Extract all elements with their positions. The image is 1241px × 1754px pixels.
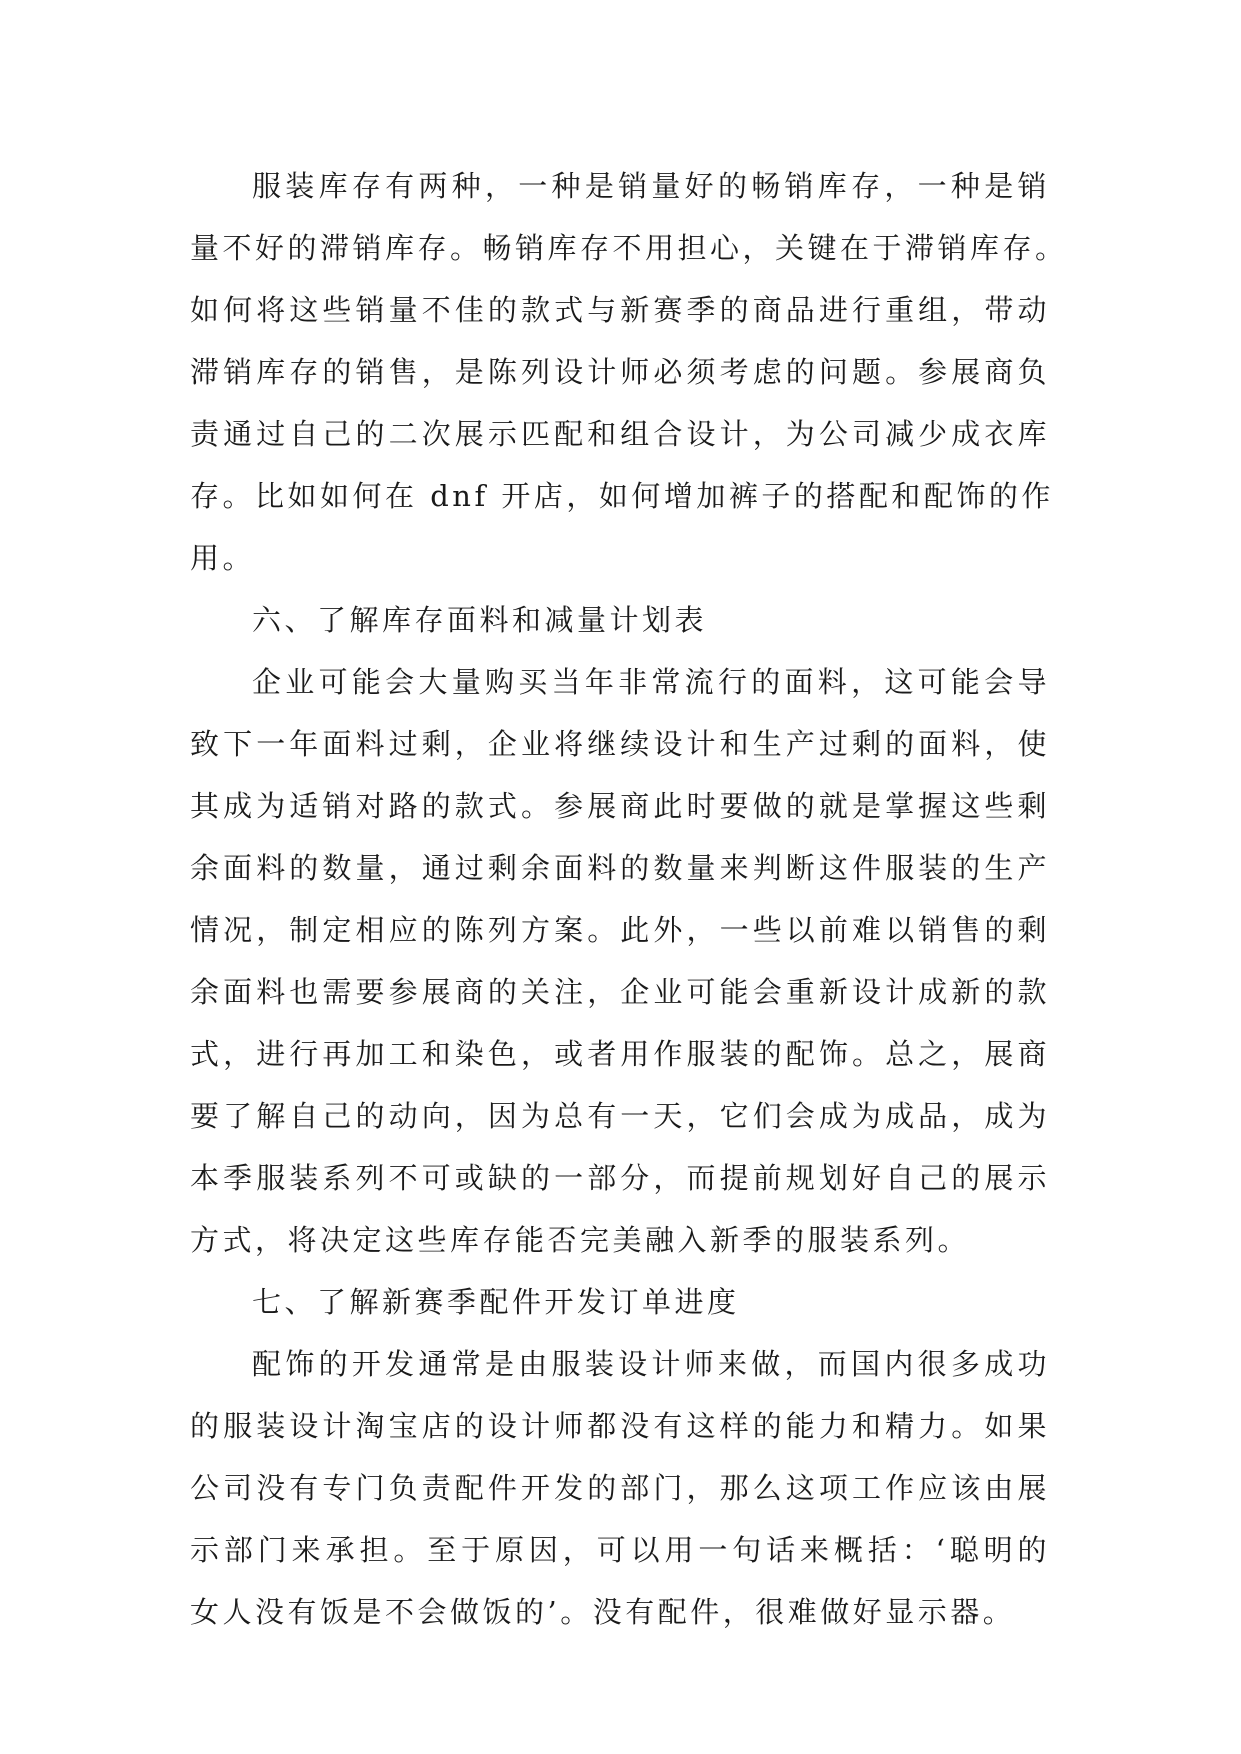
paragraph-fabric-inventory [190,651,1050,1271]
text-line: 式，进行再加工和染色，或者用作服装的配饰。总之，展商 [190,1037,1050,1071]
text-line: 情况，制定相应的陈列方案。此外，一些以前难以销售的剩 [190,913,1050,947]
text-line: 方式，将决定这些库存能否完美融入新季的服装系列。 [190,1223,971,1257]
text-line: 配饰的开发通常是由服装设计师来做，而国内很多成功 [252,1347,1050,1381]
text-line: 致下一年面料过剩，企业将继续设计和生产过剩的面料，使 [190,727,1050,761]
text-line: 公司没有专门负责配件开发的部门，那么这项工作应该由展 [190,1471,1050,1505]
text-line: 存。比如如何在 dnf 开店，如何增加裤子的搭配和配饰的作 [190,479,1054,513]
text-line: 女人没有饭是不会做饭的’。没有配件，很难做好显示器。 [190,1595,1016,1629]
text-line: 的服装设计淘宝店的设计师都没有这样的能力和精力。如果 [190,1409,1050,1443]
text-line: 责通过自己的二次展示匹配和组合设计，为公司减少成衣库 [190,417,1050,451]
text-line: 企业可能会大量购买当年非常流行的面料，这可能会导 [252,665,1050,699]
text-line: 要了解自己的动向，因为总有一天，它们会成为成品，成为 [190,1099,1050,1133]
paragraph-inventory-types [190,155,1068,589]
section-heading-7: 七、了解新赛季配件开发订单进度 [252,1285,740,1319]
text-line: 用。 [190,541,256,575]
text-line: 余面料也需要参展商的关注，企业可能会重新设计成新的款 [190,975,1050,1009]
text-line: 示部门来承担。至于原因，可以用一句话来概括：‘聪明的 [190,1533,1050,1567]
text-line: 余面料的数量，通过剩余面料的数量来判断这件服装的生产 [190,851,1050,885]
document-body [190,155,1068,1643]
text-line: 本季服装系列不可或缺的一部分，而提前规划好自己的展示 [190,1161,1050,1195]
text-line: 量不好的滞销库存。畅销库存不用担心，关键在于滞销库存。 [190,231,1068,265]
text-line: 滞销库存的销售，是陈列设计师必须考虑的问题。参展商负 [190,355,1050,389]
text-line: 如何将这些销量不佳的款式与新赛季的商品进行重组，带动 [190,293,1050,327]
section-heading-6: 六、了解库存面料和减量计划表 [252,603,708,637]
paragraph-accessory-development [190,1333,1050,1643]
text-line: 服装库存有两种，一种是销量好的畅销库存，一种是销 [252,169,1050,203]
text-line: 其成为适销对路的款式。参展商此时要做的就是掌握这些剩 [190,789,1050,823]
